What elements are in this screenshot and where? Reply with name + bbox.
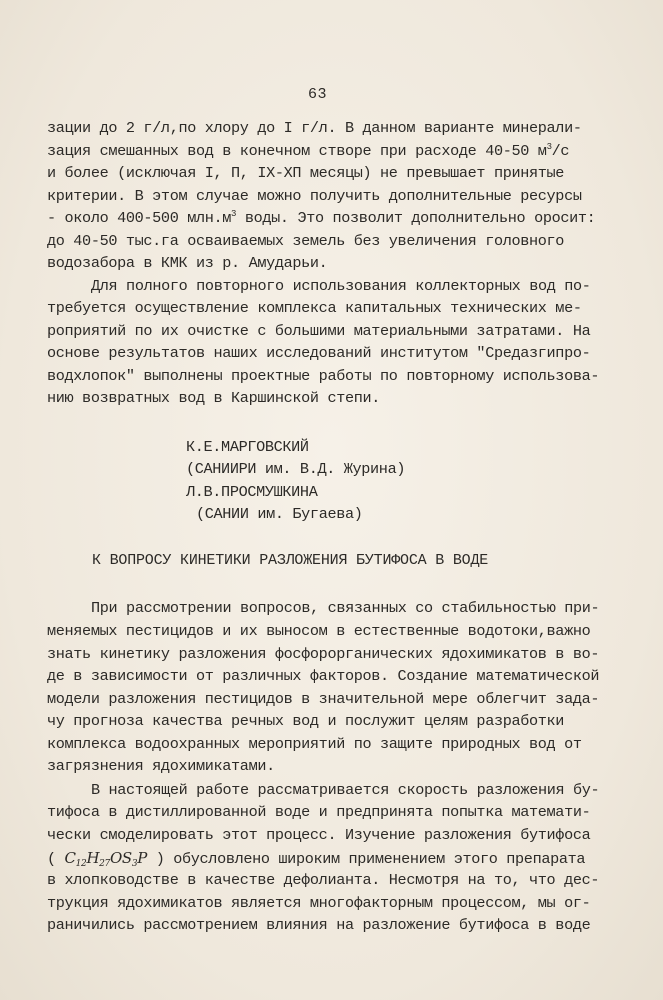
text-line: раничились рассмотрением влияния на разложение бутифоса в воде xyxy=(47,916,591,934)
text-line: де в зависимости от различных факторов. Создание математической xyxy=(47,667,600,685)
text-line: критерии. В этом случае можно получить дополнительные ресурсы xyxy=(47,187,582,205)
text-line: до 40-50 тыс.га осваиваемых земель без увеличения головного xyxy=(47,232,565,250)
text-line: Для полного повторного использования коллекторных вод по- xyxy=(91,277,591,295)
text-line: чу прогноза качества речных вод и послужит целям разработки xyxy=(47,712,565,730)
superscript: 3 xyxy=(231,209,237,219)
text-line: зация смешанных вод в конечном створе при расходе 40-50 $м^3/с$ xyxy=(47,142,570,160)
author-name: Л.В.ПРОСМУШКИНА xyxy=(186,483,318,501)
superscript: 3 xyxy=(546,142,552,152)
text-line: модели разложения пестицидов в значительной мере облегчит зада- xyxy=(47,690,600,708)
text-line: знать кинетику разложения фосфорорганических ядохимикатов в во- xyxy=(47,645,600,663)
author-name: К.Е.МАРГОВСКИЙ xyxy=(186,438,309,456)
text-line: чески смоделировать этот процесс. Изучение разложения бутифоса xyxy=(47,826,591,844)
text-line: При рассмотрении вопросов, связанных со стабильностью при- xyxy=(91,599,600,617)
text-line: тифоса в дистиллированной воде и предпринята попытка математи- xyxy=(47,803,591,821)
text-line: загрязнения ядохимикатами. xyxy=(47,757,275,775)
text-line: меняемых пестицидов и их выносом в естественные водотоки,важно xyxy=(47,622,591,640)
article-title: К ВОПРОСУ КИНЕТИКИ РАЗЛОЖЕНИЯ БУТИФОСА В ВОДЕ xyxy=(92,552,489,569)
author-affiliation: (САНИИРИ им. В.Д. Журина) xyxy=(186,460,406,478)
text-line: - около 400-500 $млн.м^3$ воды. Это позволит дополнительно оросит: xyxy=(47,209,596,227)
text-line: зации до 2 г/л,по хлору до I г/л. В данном варианте минерали- xyxy=(47,119,582,137)
text-line: в хлопководстве в качестве дефолианта. Несмотря на то, что дес- xyxy=(47,871,600,889)
text-line: нию возвратных вод в Каршинской степи. xyxy=(47,389,381,407)
text-line: водозабора в КМК из р. Амударьи. xyxy=(47,254,328,272)
text-line: требуется осуществление комплекса капитальных технических ме- xyxy=(47,299,582,317)
text-line: ( $C_{12}H_{27}OS_3P$ ) обусловлено широким применением этого препарата xyxy=(47,849,586,869)
text-line: основе результатов наших исследований институтом "Средазгипро- xyxy=(47,344,591,362)
author-affiliation: (САНИИ им. Бугаева) xyxy=(196,505,363,523)
text-line: роприятий по их очистке с большими материальными затратами. На xyxy=(47,322,591,340)
text-line: В настоящей работе рассматривается скорость разложения бу- xyxy=(91,781,600,799)
chemical-formula: $C_{12}H_{27}OS_3P$ xyxy=(64,849,147,869)
text-line: и более (исключая I, П, IX-XП месяцы) не превышает принятые xyxy=(47,164,565,182)
text-line: водхлопок" выполнены проектные работы по повторному использова- xyxy=(47,367,600,385)
text-line: комплекса водоохранных мероприятий по защите природных вод от xyxy=(47,735,582,753)
text-line: трукция ядохимикатов является многофакторным процессом, мы ог- xyxy=(47,894,591,912)
page-number: 63 xyxy=(307,86,327,103)
